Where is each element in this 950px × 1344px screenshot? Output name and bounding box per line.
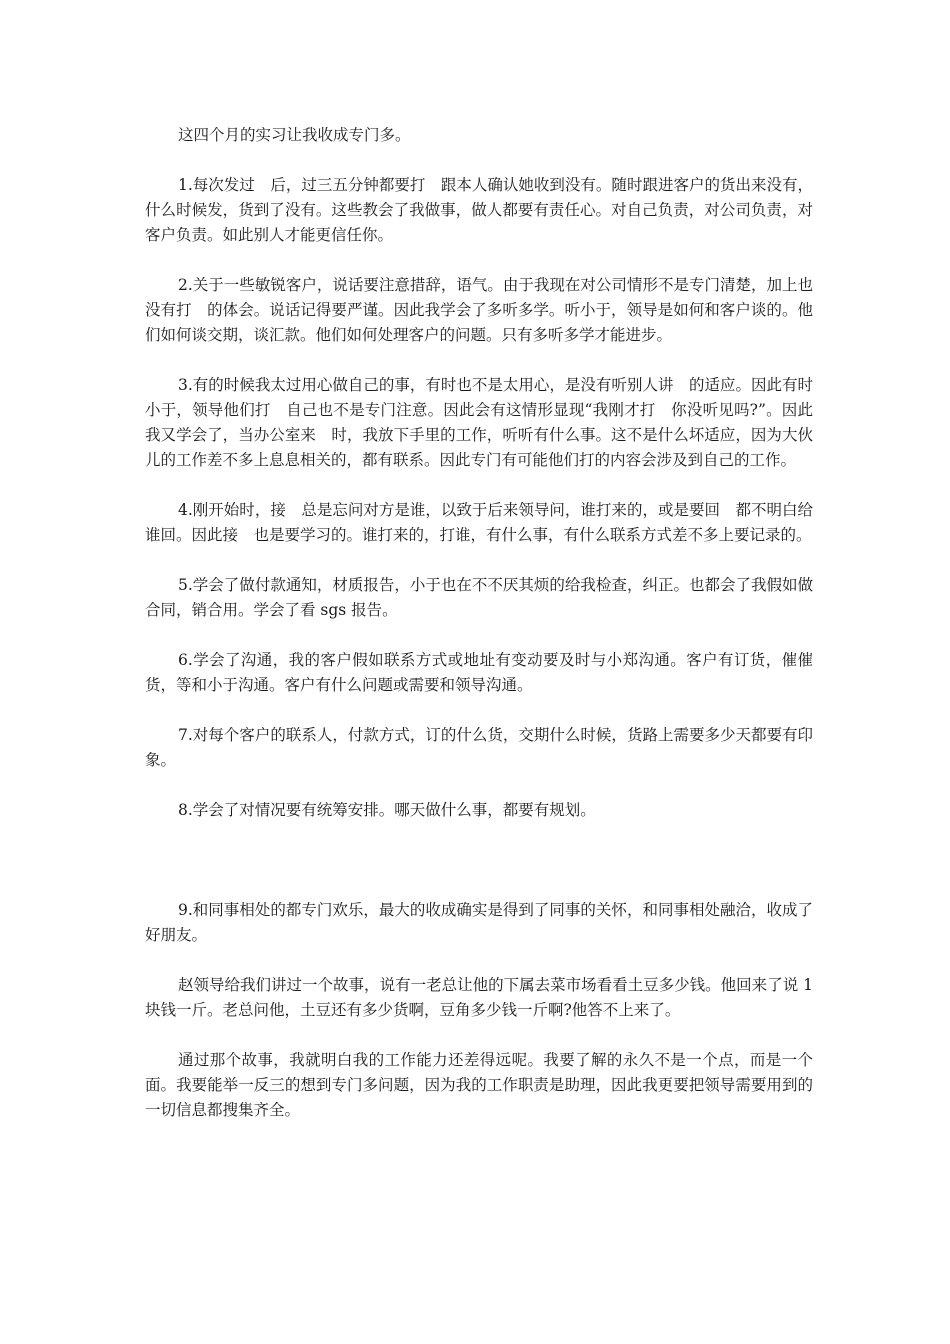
document-body bbox=[145, 123, 813, 1148]
paragraph-item-5: 5.学会了做付款通知，材质报告，小于也在不不厌其烦的给我检查，纠正。也都会了我假如做合同，销合用。学会了看 sgs 报告。 bbox=[145, 576, 813, 619]
paragraph-intro: 这四个月的实习让我收成专门多。 bbox=[178, 126, 411, 144]
paragraph-story: 赵领导给我们讲过一个故事，说有一老总让他的下属去菜市场看看土豆多少钱。他回来了说 1 块钱一斤。老总问他，土豆还有多少货啊，豆角多少钱一斤啊?他答不上来了。 bbox=[145, 976, 813, 1019]
paragraph-item-1: 1.每次发过 后，过三五分钟都要打 跟本人确认她收到没有。随时跟进客户的货出来没有，什么时候发，货到了没有。这些教会了我做事，做人都要有责任心。对自己负责，对公司负责，对客户负责。如此别人才能更信任你。 bbox=[145, 176, 813, 244]
paragraph-item-6: 6.学会了沟通，我的客户假如联系方式或地址有变动要及时与小郑沟通。客户有订货，催催货，等和小于沟通。客户有什么问题或需要和领导沟通。 bbox=[145, 651, 813, 694]
paragraph-conclusion: 通过那个故事，我就明白我的工作能力还差得远呢。我要了解的永久不是一个点，而是一个面。我要能举一反三的想到专门多问题，因为我的工作职责是助理，因此我更要把领导需要用到的一切信息都搜集齐全。 bbox=[145, 1051, 813, 1119]
paragraph-item-4: 4.刚开始时，接 总是忘问对方是谁，以致于后来领导问，谁打来的，或是要回 都不明白给谁回。因此接 也是要学习的。谁打来的，打谁，有什么事，有什么联系方式差不多上要记录的。 bbox=[145, 501, 813, 544]
paragraph-item-2: 2.关于一些敏锐客户，说话要注意措辞，语气。由于我现在对公司情形不是专门清楚，加上也没有打 的体会。说话记得要严谨。因此我学会了多听多学。听小于，领导是如何和客户谈的。他们如何谈交期，谈汇款。他们如何处理客户的问题。只有多听多学才能进步。 bbox=[145, 276, 813, 344]
paragraph-item-9: 9.和同事相处的都专门欢乐，最大的收成确实是得到了同事的关怀，和同事相处融洽，收成了好朋友。 bbox=[145, 901, 813, 944]
paragraph-item-8: 8.学会了对情况要有统筹安排。哪天做什么事，都要有规划。 bbox=[178, 801, 596, 819]
paragraph-item-7: 7.对每个客户的联系人，付款方式，订的什么货，交期什么时候，货路上需要多少天都要有印象。 bbox=[145, 726, 813, 769]
paragraph-item-3: 3.有的时候我太过用心做自己的事，有时也不是太用心，是没有听别人讲 的适应。因此有时小于，领导他们打 自己也不是专门注意。因此会有这情形显现“我刚才打 你没听见吗?”。因此我又学会了，当办公室来 时，我放下手里的工作，听听有什么事。这不是什么坏适应，因为大伙儿的工作差不多上息息相关的，都有联系。因此专门有可能他们打的内容会涉及到自己的工作。 bbox=[145, 376, 813, 469]
